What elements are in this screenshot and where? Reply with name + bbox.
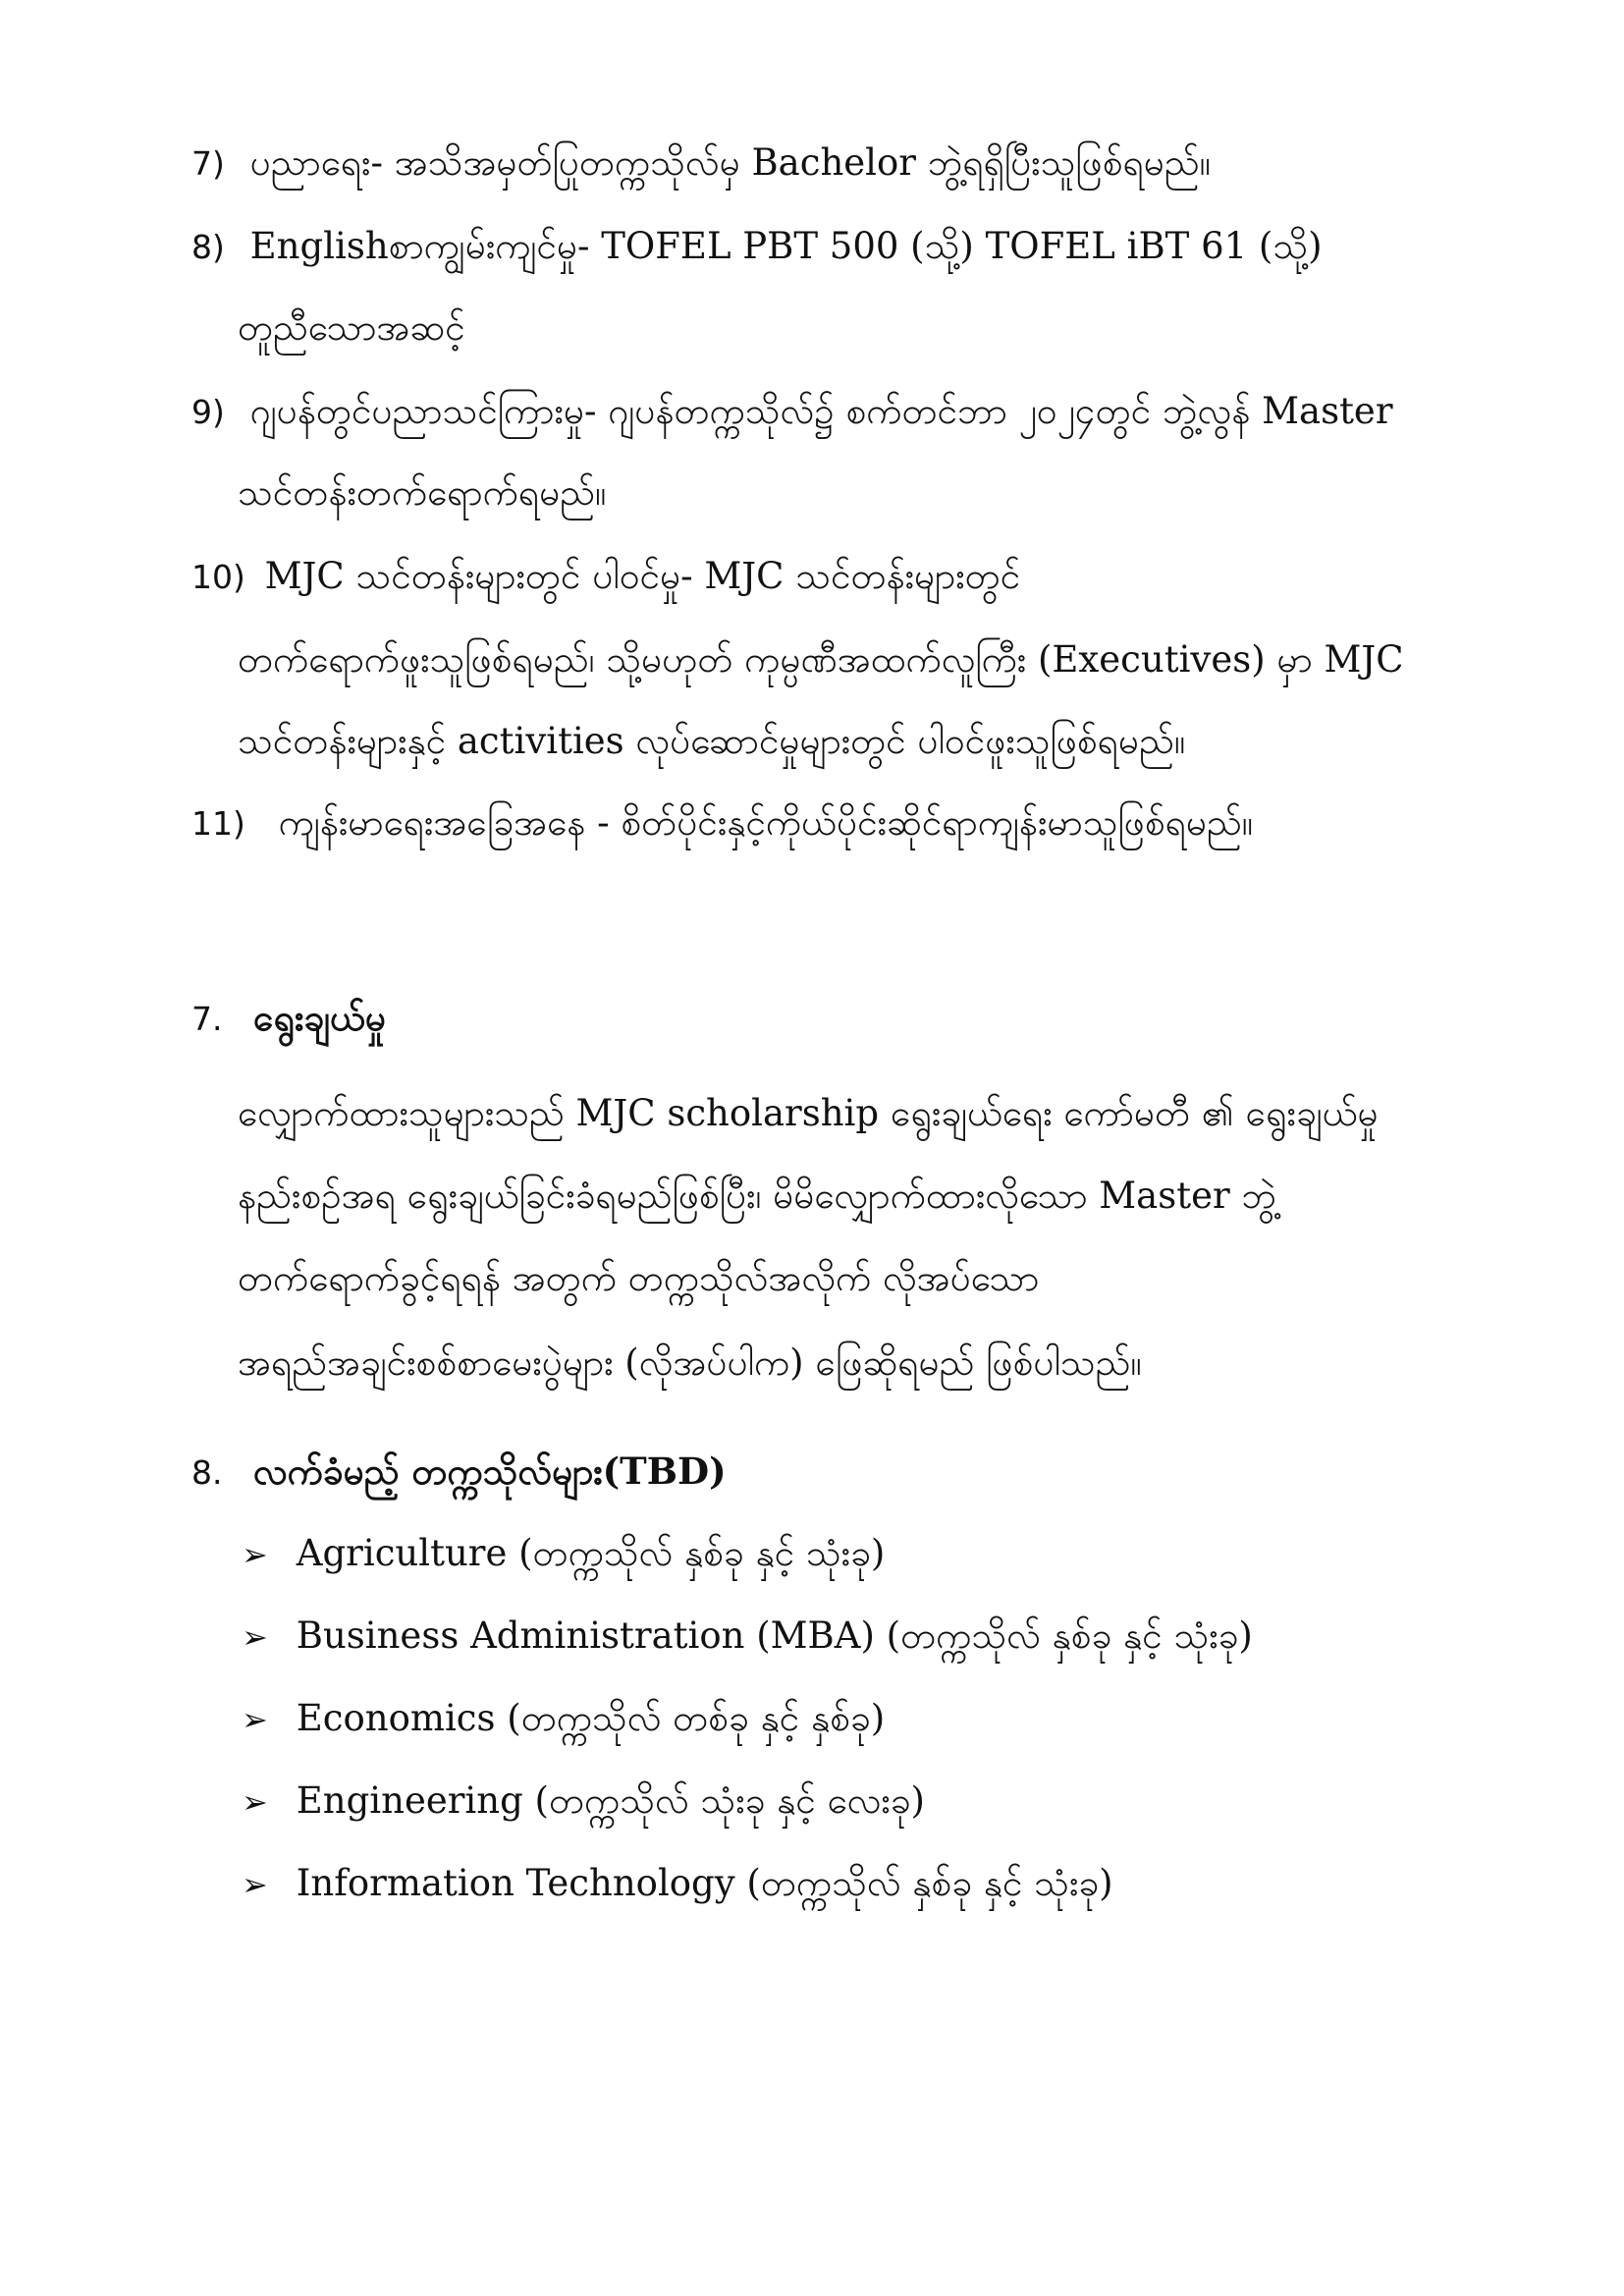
section-title: လက်ခံမည့် တက္ကသိုလ်များ(TBD) bbox=[252, 1449, 727, 1493]
list-item-8 bbox=[191, 221, 1323, 273]
university-list-item bbox=[242, 1611, 1253, 1663]
list-text: ဂျပန်တွင်ပညာသင်ကြားမှု- ဂျပန်တက္ကသိုလ်၌ စက်တင်ဘာ ၂၀၂၄တွင် ဘွဲ့လွန် Master bbox=[249, 390, 1393, 432]
arrow-bullet-icon: ➢ bbox=[242, 1783, 268, 1821]
list-item-7 bbox=[191, 137, 1211, 190]
section-8-heading bbox=[191, 1446, 727, 1499]
section-7-paragraph-line: နည်းစဉ်အရ ရွေးချယ်ခြင်းခံရမည်ဖြစ်ပြီး၊ မိမိလျှောက်ထားလိုသော Master ဘွဲ့ bbox=[238, 1175, 1277, 1217]
arrow-bullet-icon: ➢ bbox=[242, 1701, 268, 1738]
list-item-9 bbox=[191, 386, 1393, 438]
university-list-item bbox=[242, 1776, 925, 1828]
list-item-10 bbox=[191, 551, 1020, 603]
list-text: ကျန်းမာရေးအခြေအနေ - စိတ်ပိုင်းနှင့်ကိုယ်ပိုင်းဆိုင်ရာကျန်းမာသူဖြစ်ရမည်။ bbox=[278, 801, 1253, 844]
list-item-8-continuation: တူညီသောအဆင့် bbox=[238, 306, 465, 349]
section-7-paragraph-line: လျှောက်ထားသူများသည် MJC scholarship ရွေးချယ်ရေး ကော်မတီ ၏ ရွေးချယ်မှု bbox=[238, 1092, 1379, 1134]
section-number: 7. bbox=[191, 1000, 223, 1038]
list-number: 9) bbox=[191, 393, 225, 431]
list-number: 10) bbox=[191, 558, 245, 596]
university-item-text: Business Administration (MBA) (တက္ကသိုလ် နှစ်ခု နှင့် သုံးခု) bbox=[296, 1614, 1253, 1657]
list-item-9-continuation: သင်တန်းတက်ရောက်ရမည်။ bbox=[238, 471, 607, 514]
university-list-item bbox=[242, 1528, 885, 1580]
list-item-10-continuation: တက်ရောက်ဖူးသူဖြစ်ရမည်၊ သို့မဟုတ် ကုမ္ပဏီအထက်လူကြီး (Executives) မှာ MJC bbox=[238, 638, 1404, 681]
arrow-bullet-icon: ➢ bbox=[242, 1866, 268, 1903]
list-number: 8) bbox=[191, 228, 225, 266]
list-text: MJC သင်တန်းများတွင် ပါဝင်မှု- MJC သင်တန်းများတွင် bbox=[264, 555, 1021, 597]
university-item-text: Engineering (တက္ကသိုလ် သုံးခု နှင့် လေးခု) bbox=[296, 1779, 925, 1822]
list-item-11 bbox=[191, 797, 1253, 849]
university-item-text: Economics (တက္ကသိုလ် တစ်ခု နှင့် နှစ်ခု) bbox=[296, 1697, 886, 1739]
list-text: ပညာရေး- အသိအမှတ်ပြုတက္ကသိုလ်မှ Bachelor ဘွဲ့ရရှိပြီးသူဖြစ်ရမည်။ bbox=[249, 141, 1211, 184]
list-number: 11) bbox=[191, 804, 245, 843]
section-7-paragraph-line: တက်ရောက်ခွင့်ရရန် အတွက် တက္ကသိုလ်အလိုက် လိုအပ်သော bbox=[238, 1257, 1040, 1299]
university-list-item bbox=[242, 1693, 885, 1745]
arrow-bullet-icon: ➢ bbox=[242, 1618, 268, 1656]
list-text: Englishစာကျွမ်းကျင်မှု- TOFEL PBT 500 (သို့) TOFEL iBT 61 (သို့) bbox=[249, 225, 1323, 267]
section-title: ရွေးချယ်မှု bbox=[252, 996, 387, 1039]
university-item-text: Information Technology (တက္ကသိုလ် နှစ်ခု နှင့် သုံးခု) bbox=[296, 1862, 1113, 1904]
section-7-paragraph-line: အရည်အချင်းစစ်စာမေးပွဲများ (လိုအပ်ပါက) ဖြေဆိုရမည် ဖြစ်ပါသည်။ bbox=[238, 1341, 1142, 1384]
section-7-heading bbox=[191, 992, 386, 1045]
university-item-text: Agriculture (တက္ကသိုလ် နှစ်ခု နှင့် သုံးခု) bbox=[296, 1532, 886, 1574]
list-number: 7) bbox=[191, 144, 225, 183]
list-item-10-continuation: သင်တန်းများနှင့် activities လုပ်ဆောင်မှုများတွင် ပါဝင်ဖူးသူဖြစ်ရမည်။ bbox=[238, 720, 1186, 762]
arrow-bullet-icon: ➢ bbox=[242, 1536, 268, 1573]
university-list-item bbox=[242, 1858, 1113, 1910]
section-number: 8. bbox=[191, 1453, 223, 1492]
